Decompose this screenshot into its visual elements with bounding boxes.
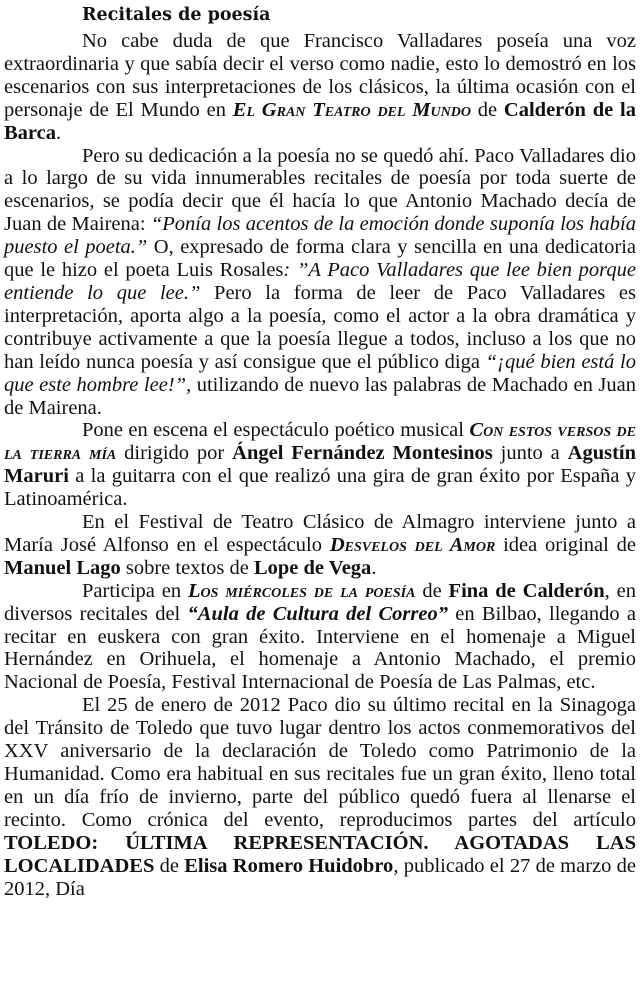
p3-text-3: junto a: [492, 442, 568, 465]
p2-quote-machado: “Ponía los acentos de la emoción donde suponía los había puesto el poeta.”: [4, 213, 637, 259]
p4-text: En el Festival de Teatro Clásico de Almagro interviene junto a María José Alfonso en el espectáculo: [4, 511, 636, 556]
p5-text: Participa en: [82, 579, 188, 602]
p5-text-3: , en diversos recitales del: [4, 579, 636, 625]
p5-person: Fina de Calderón: [448, 579, 605, 602]
p2-text: Pero su dedicación a la poesía no se quedó ahí. Paco Valladares dio a lo largo de su vida innumerables recitales de poesía por toda suerte de escenarios, se podía decir que él hacía lo que Antonio Machado decía de Juan de Mairena:: [4, 144, 636, 236]
p1-author: Calderón de la Barca: [4, 98, 636, 144]
p6-end: , publicado el 27 de marzo de 2012, Día: [4, 854, 636, 900]
p2-quote-rosales: : ”A Paco Valladares que lee bien porque entiende lo que lee.”: [4, 259, 636, 304]
p4-show-title: Desvelos del Amor: [329, 533, 496, 556]
paragraph-2: [4, 145, 636, 420]
paragraph-1: [4, 30, 636, 145]
p6-article-title: TOLEDO: ÚLTIMA REPRESENTACIÓN. AGOTADAS LAS LOCALIDADES: [4, 831, 636, 877]
p4-author: Lope de Vega: [253, 556, 372, 579]
p4-text-3: sobre textos de: [120, 556, 254, 579]
paragraph-4: [4, 511, 636, 580]
p4-end: .: [371, 556, 377, 579]
p3-guitarist: Agustín Maruri: [4, 442, 636, 488]
p1-work-title: El Gran Teatro del Mundo: [232, 98, 471, 121]
p5-text-2: de: [415, 579, 449, 602]
p2-end: , utilizando de nuevo las palabras de Machado en Juan de Mairena.: [4, 373, 637, 419]
paragraph-3: [4, 419, 636, 511]
paragraph-6: [4, 694, 636, 900]
p3-text: Pone en escena el espectáculo poético musical: [82, 419, 470, 442]
p6-text: El 25 de enero de 2012 Paco dio su último recital en la Sinagoga del Tránsito de Toledo que tuvo lugar dentro los actos conmemorativos del XXV aniversario de la declaración de Toledo como Patrimonio de la Humanidad. Como era habitual en sus recitales fue un gran éxito, lleno total en un día frío de invierno, parte del público quedó fuera al llenarse el recinto. Como crónica del evento, reproducimos partes del artículo: [4, 694, 636, 831]
section-title: Recitales de poesía: [82, 5, 271, 25]
p6-article-author: Elisa Romero Huidobro: [184, 854, 394, 877]
p3-text-2: dirigido por: [116, 442, 233, 465]
p1-text: No cabe duda de que Francisco Valladares poseía una voz extraordinaria y que sabía decir el verso como nadie, esto lo demostró en los escenarios con sus interpretaciones de los clásicos, la última ocasión con el personaje de El Mundo en: [4, 30, 636, 121]
p3-director: Ángel Fernández Montesinos: [232, 442, 493, 465]
p2-text-2: O, expresado de forma clara y sencilla en una dedicatoria que le hizo el poeta Luis Rosales: [4, 236, 637, 282]
p3-show-title: Con estos versos de la tierra mía: [4, 419, 636, 465]
p2-quote-public: “¡qué bien está lo que este hombre lee!”: [4, 350, 636, 396]
p3-end: a la guitarra con el que realizó una gira de gran éxito por España y Latinoamérica.: [4, 465, 636, 511]
p1-text-2: de: [470, 98, 504, 121]
p4-creator: Manuel Lago: [4, 556, 121, 579]
p6-text-2: de: [154, 854, 185, 877]
p1-end: .: [56, 121, 62, 144]
p4-text-2: idea original de: [495, 533, 636, 556]
p5-aula-title: “Aula de Cultura del Correo”: [187, 602, 448, 625]
paragraph-5: [4, 580, 636, 695]
p2-text-3: Pero la forma de leer de Paco Valladares es interpretación, aporta algo a la poesía, como el actor a la obra dramática y contribuye activamente a que la poesía llegue a todos, incluso a los que no han leído nunca poesía y así consigue que el público diga: [4, 281, 636, 373]
p5-event-title: Los miércoles de la poesía: [187, 579, 416, 602]
p5-end: en Bilbao, llegando a recitar en euskera con gran éxito. Interviene en el homenaje a Miguel Hernández en Orihuela, el homenaje a Antonio Machado, el premio Nacional de Poesía, Festival Internacional de Poesía de Las Palmas, etc.: [4, 602, 636, 694]
